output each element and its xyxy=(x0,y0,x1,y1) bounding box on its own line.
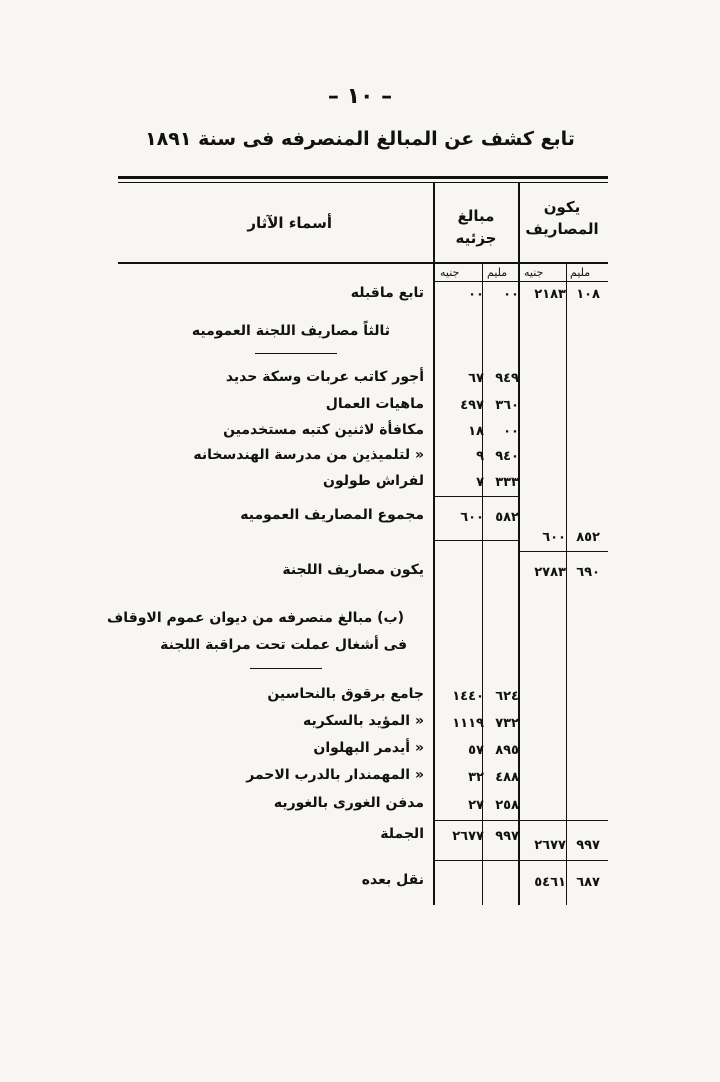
subheader-junayh: جنيه xyxy=(440,266,460,279)
col-divider xyxy=(433,183,435,905)
cell-partial-junayh: ١٤٤٠ xyxy=(452,689,484,704)
page-number: – ١٠ – xyxy=(327,84,393,109)
cell-total-millim: ٦٨٧ xyxy=(576,875,600,890)
cell-partial-millim: ٧٣٢ xyxy=(495,716,519,731)
cell-partial-millim: ٢٥٨ xyxy=(495,798,519,813)
cell-partial-millim: ٤٨٨ xyxy=(495,770,519,785)
col-divider xyxy=(566,262,567,905)
cell-partial-junayh: ١٨ xyxy=(468,424,484,439)
row-label: الجملة xyxy=(380,826,424,842)
cell-total-millim: ١٠٨ xyxy=(576,287,600,302)
cell-partial-junayh: ٤٩٧ xyxy=(460,398,484,413)
cell-total-junayh: ٥٤٦١ xyxy=(534,875,566,890)
cell-partial-junayh: ٢٧ xyxy=(468,798,484,813)
sum-rule xyxy=(433,540,518,541)
header-names: أسماء الآثار xyxy=(247,214,332,232)
cell-partial-junayh: ٦٧ xyxy=(468,371,484,386)
cell-partial-millim: ٩٤٩ xyxy=(495,371,519,386)
sum-rule xyxy=(433,820,608,821)
cell-partial-millim: ٠٠ xyxy=(503,287,519,302)
section-underline xyxy=(250,668,322,669)
cell-partial-junayh: ٥٧ xyxy=(468,743,484,758)
section-heading: ثالثاً مصاريف اللجنة العموميه xyxy=(191,323,390,339)
cell-total-junayh: ٢٦٧٧ xyxy=(534,838,566,853)
sum-rule xyxy=(433,496,518,497)
cell-partial-junayh: ٧ xyxy=(476,475,484,490)
cell-partial-junayh: ٣٢ xyxy=(468,770,484,785)
row-label: لفراش طولون xyxy=(323,473,424,489)
cell-partial-junayh: ٦٠٠ xyxy=(460,510,484,525)
row-label: يكون مصاريف اللجنة xyxy=(282,562,424,578)
section-heading: (ب) مبالغ منصرفه من ديوان عموم الاوقاف xyxy=(107,610,404,626)
row-label: « لتلميذين من مدرسة الهندسخانه xyxy=(193,447,424,463)
cell-partial-junayh: ٠٠ xyxy=(468,287,484,302)
cell-partial-junayh: ٢٦٧٧ xyxy=(452,829,484,844)
subheader-millim: مليم xyxy=(570,266,591,279)
subheader-millim: مليم xyxy=(487,266,508,279)
cell-partial-millim: ٩٩٧ xyxy=(495,829,519,844)
row-label: تابع ماقبله xyxy=(350,285,424,301)
section-heading: فى أشغال عملت تحت مراقبة اللجنة xyxy=(160,637,407,653)
row-label: أجور كاتب عربات وسكة حديد xyxy=(225,369,424,385)
row-label: « المؤيد بالسكريه xyxy=(303,713,424,729)
sum-rule xyxy=(433,860,608,861)
row-label: ماهيات العمال xyxy=(325,396,424,412)
cell-partial-junayh: ١١١٩ xyxy=(452,716,484,731)
row-label: « المهمندار بالدرب الاحمر xyxy=(246,767,424,783)
subheader-rule xyxy=(433,281,608,282)
section-underline xyxy=(255,353,337,354)
cell-partial-junayh: ٩ xyxy=(476,449,484,464)
row-label: جامع برقوق بالنحاسين xyxy=(267,686,424,702)
cell-partial-millim: ٣٦٠ xyxy=(495,398,519,413)
row-label: مجموع المصاريف العموميه xyxy=(240,507,424,523)
page-title: تابع كشف عن المبالغ المنصرفه فى سنة ١٨٩١ xyxy=(145,128,575,150)
cell-partial-millim: ٠٠ xyxy=(503,424,519,439)
subheader-junayh: جنيه xyxy=(524,266,544,279)
header-bottom-rule xyxy=(118,262,608,264)
row-label: مدفن الغورى بالغوريه xyxy=(273,795,424,811)
cell-partial-millim: ٣٣٣ xyxy=(495,475,519,490)
cell-partial-millim: ٨٩٥ xyxy=(495,743,519,758)
table-top-rule-thin xyxy=(118,182,608,183)
row-label: مكافأة لاثنين كتبه مستخدمين xyxy=(223,422,424,438)
header-total: يكون المصاريف xyxy=(525,198,599,238)
row-label: « أيدمر البهلوان xyxy=(313,740,424,756)
cell-total-junayh: ٢٧٨٣ xyxy=(534,565,566,580)
cell-total-junayh: ٢١٨٣ xyxy=(534,287,566,302)
cell-total-millim: ٦٩٠ xyxy=(576,565,600,580)
cell-partial-millim: ٥٨٢ xyxy=(495,510,519,525)
cell-total-millim: ٨٥٢ xyxy=(576,530,600,545)
sum-rule xyxy=(520,551,608,552)
cell-total-junayh: ٦٠٠ xyxy=(542,530,566,545)
cell-total-millim: ٩٩٧ xyxy=(576,838,600,853)
table-top-rule xyxy=(118,176,608,179)
cell-partial-millim: ٦٢٤ xyxy=(495,689,519,704)
row-label: نقل بعده xyxy=(361,872,424,888)
header-partial: مبالغ جزئيه xyxy=(455,207,497,247)
cell-partial-millim: ٩٤٠ xyxy=(495,449,519,464)
